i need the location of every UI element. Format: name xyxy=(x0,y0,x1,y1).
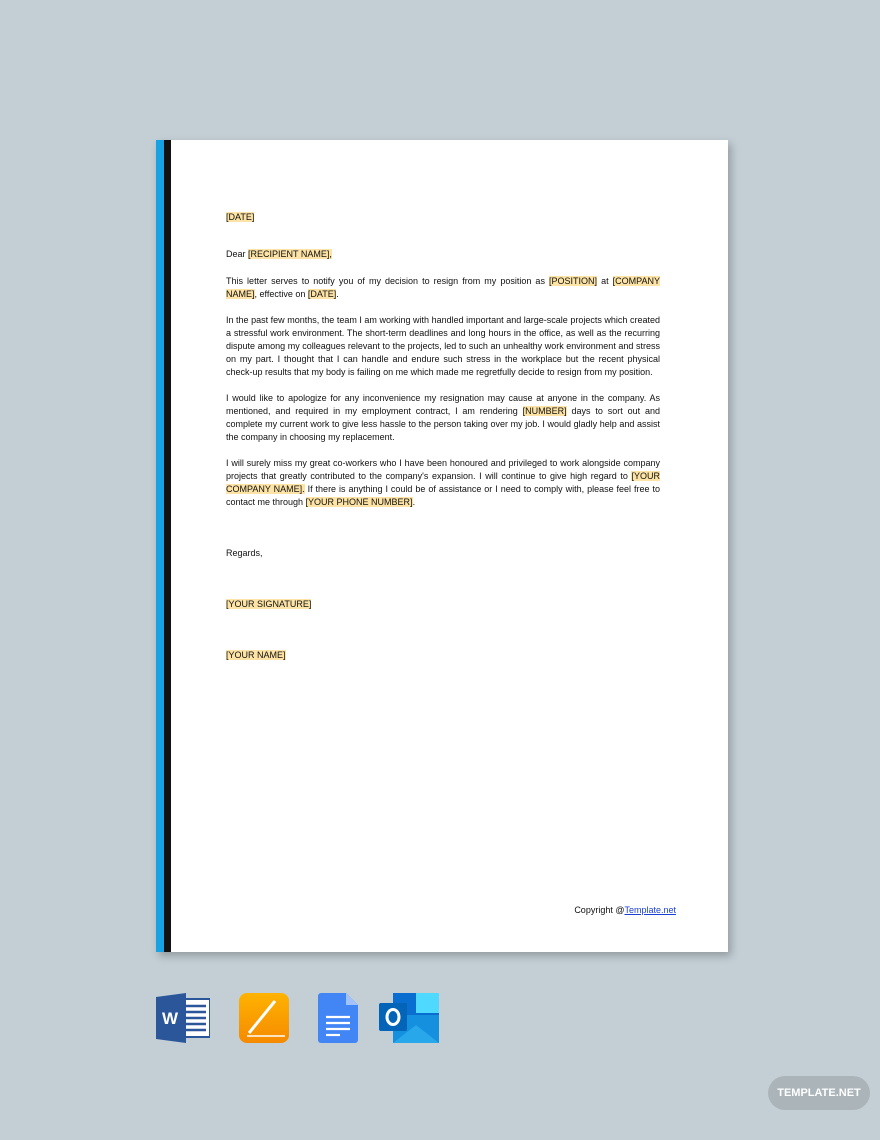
paragraph-1 xyxy=(226,275,660,301)
paragraph-2: In the past few months, the team I am working with handled important and large-scale projects which created a stressful work environment. The short-term deadlines and long hours in the office, as well as the recurring dispute among my colleagues relevant to the projects, led to such an unhealthy work environment and stress on my part. I thought that I can handle and endure such stress in the workplace but the recent physical check-up results that my body is failing on me which made me regretfully decide to resign from my position. xyxy=(226,315,660,377)
signature-placeholder: [YOUR SIGNATURE] xyxy=(226,599,312,609)
number-placeholder: [NUMBER] xyxy=(522,406,567,416)
word-icon[interactable] xyxy=(156,993,208,1043)
black-stripe xyxy=(164,140,171,952)
letter-body xyxy=(226,210,660,662)
text: days to sort out and complete my current work to give less hassle to the person taking over my job. I would gladly help and assist the company in choosing my replacement. xyxy=(226,406,660,442)
text: . xyxy=(412,497,416,507)
company-placeholder: [YOUR COMPANY NAME]. xyxy=(226,471,660,494)
salutation-prefix: Dear xyxy=(226,249,249,259)
pages-icon[interactable] xyxy=(239,993,291,1043)
text: This letter serves to notify you of my decision to resign from my position as xyxy=(226,276,550,286)
salutation xyxy=(226,248,660,261)
text: . xyxy=(336,289,339,299)
blue-stripe xyxy=(156,140,164,952)
date-placeholder: [DATE] xyxy=(307,289,337,299)
company-placeholder: [COMPANY NAME] xyxy=(226,276,660,299)
outlook-icon[interactable] xyxy=(379,993,431,1043)
template-link[interactable]: Template.net xyxy=(624,905,676,915)
copyright-prefix: Copyright @ xyxy=(574,905,625,915)
template-net-watermark: TEMPLATE.NET xyxy=(768,1076,870,1110)
copyright xyxy=(574,905,676,915)
text: I will surely miss my great co-workers who I have been honoured and privileged to work alongside company projects that greatly contributed to the company's expansion. I will continue to give high regard to xyxy=(226,458,660,481)
text: I would like to apologize for any inconvenience my resignation may cause at anyone in the company. As mentioned, and required in my employment contract, I am rendering xyxy=(226,393,660,416)
paragraph-3 xyxy=(226,392,660,444)
position-placeholder: [POSITION] xyxy=(549,276,598,286)
text: If there is anything I could be of assistance or I need to comply with, please feel free to contact me through xyxy=(226,484,660,507)
svg-text:W: W xyxy=(161,1009,179,1028)
phone-placeholder: [YOUR PHONE NUMBER] xyxy=(305,497,413,507)
closing: Regards, xyxy=(226,548,263,558)
text: at xyxy=(597,276,613,286)
paragraph-4 xyxy=(226,457,660,509)
document-page xyxy=(156,140,728,952)
name-placeholder: [YOUR NAME] xyxy=(226,650,286,660)
recipient-placeholder: [RECIPIENT NAME], xyxy=(248,249,332,259)
date-placeholder: [DATE] xyxy=(226,212,255,222)
text: , effective on xyxy=(254,289,308,299)
google-docs-icon[interactable] xyxy=(318,993,370,1043)
